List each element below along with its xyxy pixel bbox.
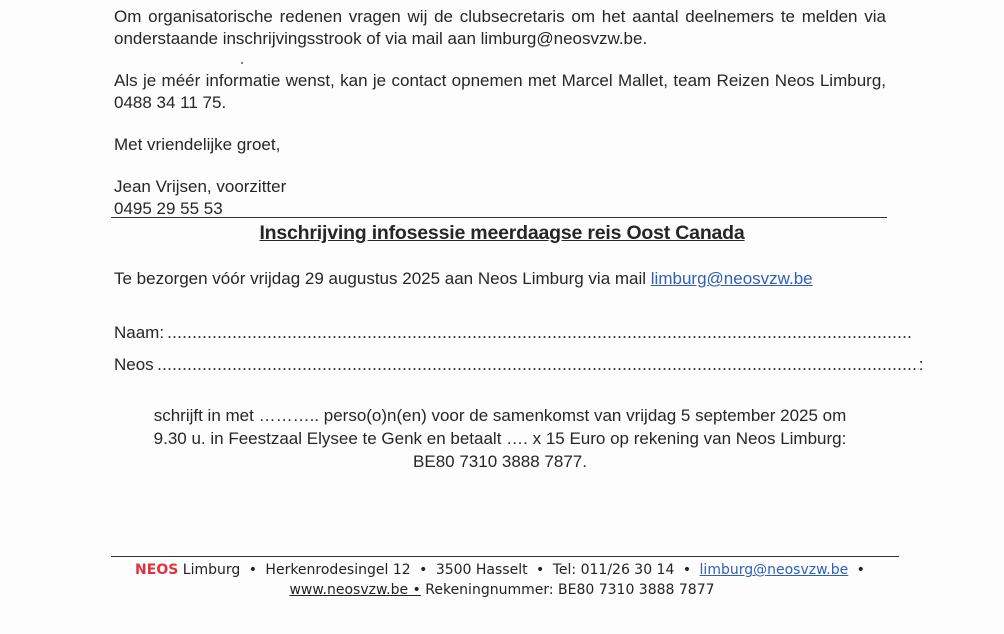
neos-label: Neos	[114, 355, 154, 374]
footer-bullet: •	[412, 582, 421, 598]
footer-bullet: •	[856, 562, 865, 578]
deadline-email-link[interactable]: limburg@neosvzw.be	[650, 269, 813, 288]
footer-divider	[111, 556, 899, 557]
deadline-line	[114, 268, 813, 290]
registration-line-2: 9.30 u. in Feestzaal Elysee te Genk en betaalt …. x 15 Euro op rekening van Neos Limburg:	[153, 429, 847, 448]
footer-website-text: www.neosvzw.be	[289, 582, 409, 598]
footer-phone: Tel: 011/26 30 14	[552, 562, 675, 578]
neos-trailing-colon: :	[918, 355, 924, 374]
signer-phone: 0495 29 55 53	[114, 199, 223, 218]
cut-line	[111, 217, 887, 218]
deadline-text: Te bezorgen vóór vrijdag 29 augustus 2025 aan Neos Limburg via mail	[114, 269, 647, 288]
paragraph-contact-info: Als je méér informatie wenst, kan je contact opnemen met Marcel Mallet, team Reizen Neos Limburg, 0488 34 11 75.	[114, 71, 886, 112]
registration-line-1: schrijft in met ……….. perso(o)n(en) voor de samenkomst van vrijdag 5 september 2025 om	[153, 406, 847, 425]
footer-bullet: •	[248, 562, 257, 578]
footer-account: Rekeningnummer: BE80 7310 3888 7877	[425, 582, 715, 598]
neos-field-row	[114, 354, 923, 376]
registration-statement	[100, 404, 900, 473]
footer-email-link[interactable]: limburg@neosvzw.be	[699, 562, 849, 578]
footer-website-link[interactable]	[289, 582, 420, 598]
form-title: Inschrijving infosessie meerdaagse reis Oost Canada	[259, 222, 745, 244]
neos-club-input-line[interactable]	[157, 368, 919, 370]
footer-brand: NEOS	[135, 562, 179, 578]
name-field-row	[114, 322, 913, 344]
name-label: Naam:	[114, 323, 165, 342]
footer-brand-suffix: Limburg	[182, 562, 241, 578]
registration-line-3: BE80 7310 3888 7877.	[413, 452, 587, 471]
signer-name: Jean Vrijsen, voorzitter	[114, 177, 287, 196]
footer-city: 3500 Hasselt	[435, 562, 528, 578]
footer-bullet: •	[536, 562, 545, 578]
footer-line-2	[0, 580, 1004, 600]
footer-street: Herkenrodesingel 12	[265, 562, 411, 578]
footer-bullet: •	[682, 562, 692, 578]
footer-line-1	[0, 560, 1004, 580]
scan-speck	[241, 62, 243, 64]
footer-bullet: •	[419, 562, 428, 578]
paragraph-registration-request: Om organisatorische redenen vragen wij de clubsecretaris om het aantal deelnemers te melden via onderstaande inschrijvingsstrook of via mail aan limburg@neosvzw.be.	[114, 7, 886, 48]
name-input-line[interactable]	[167, 336, 913, 338]
greeting: Met vriendelijke groet,	[114, 135, 281, 154]
